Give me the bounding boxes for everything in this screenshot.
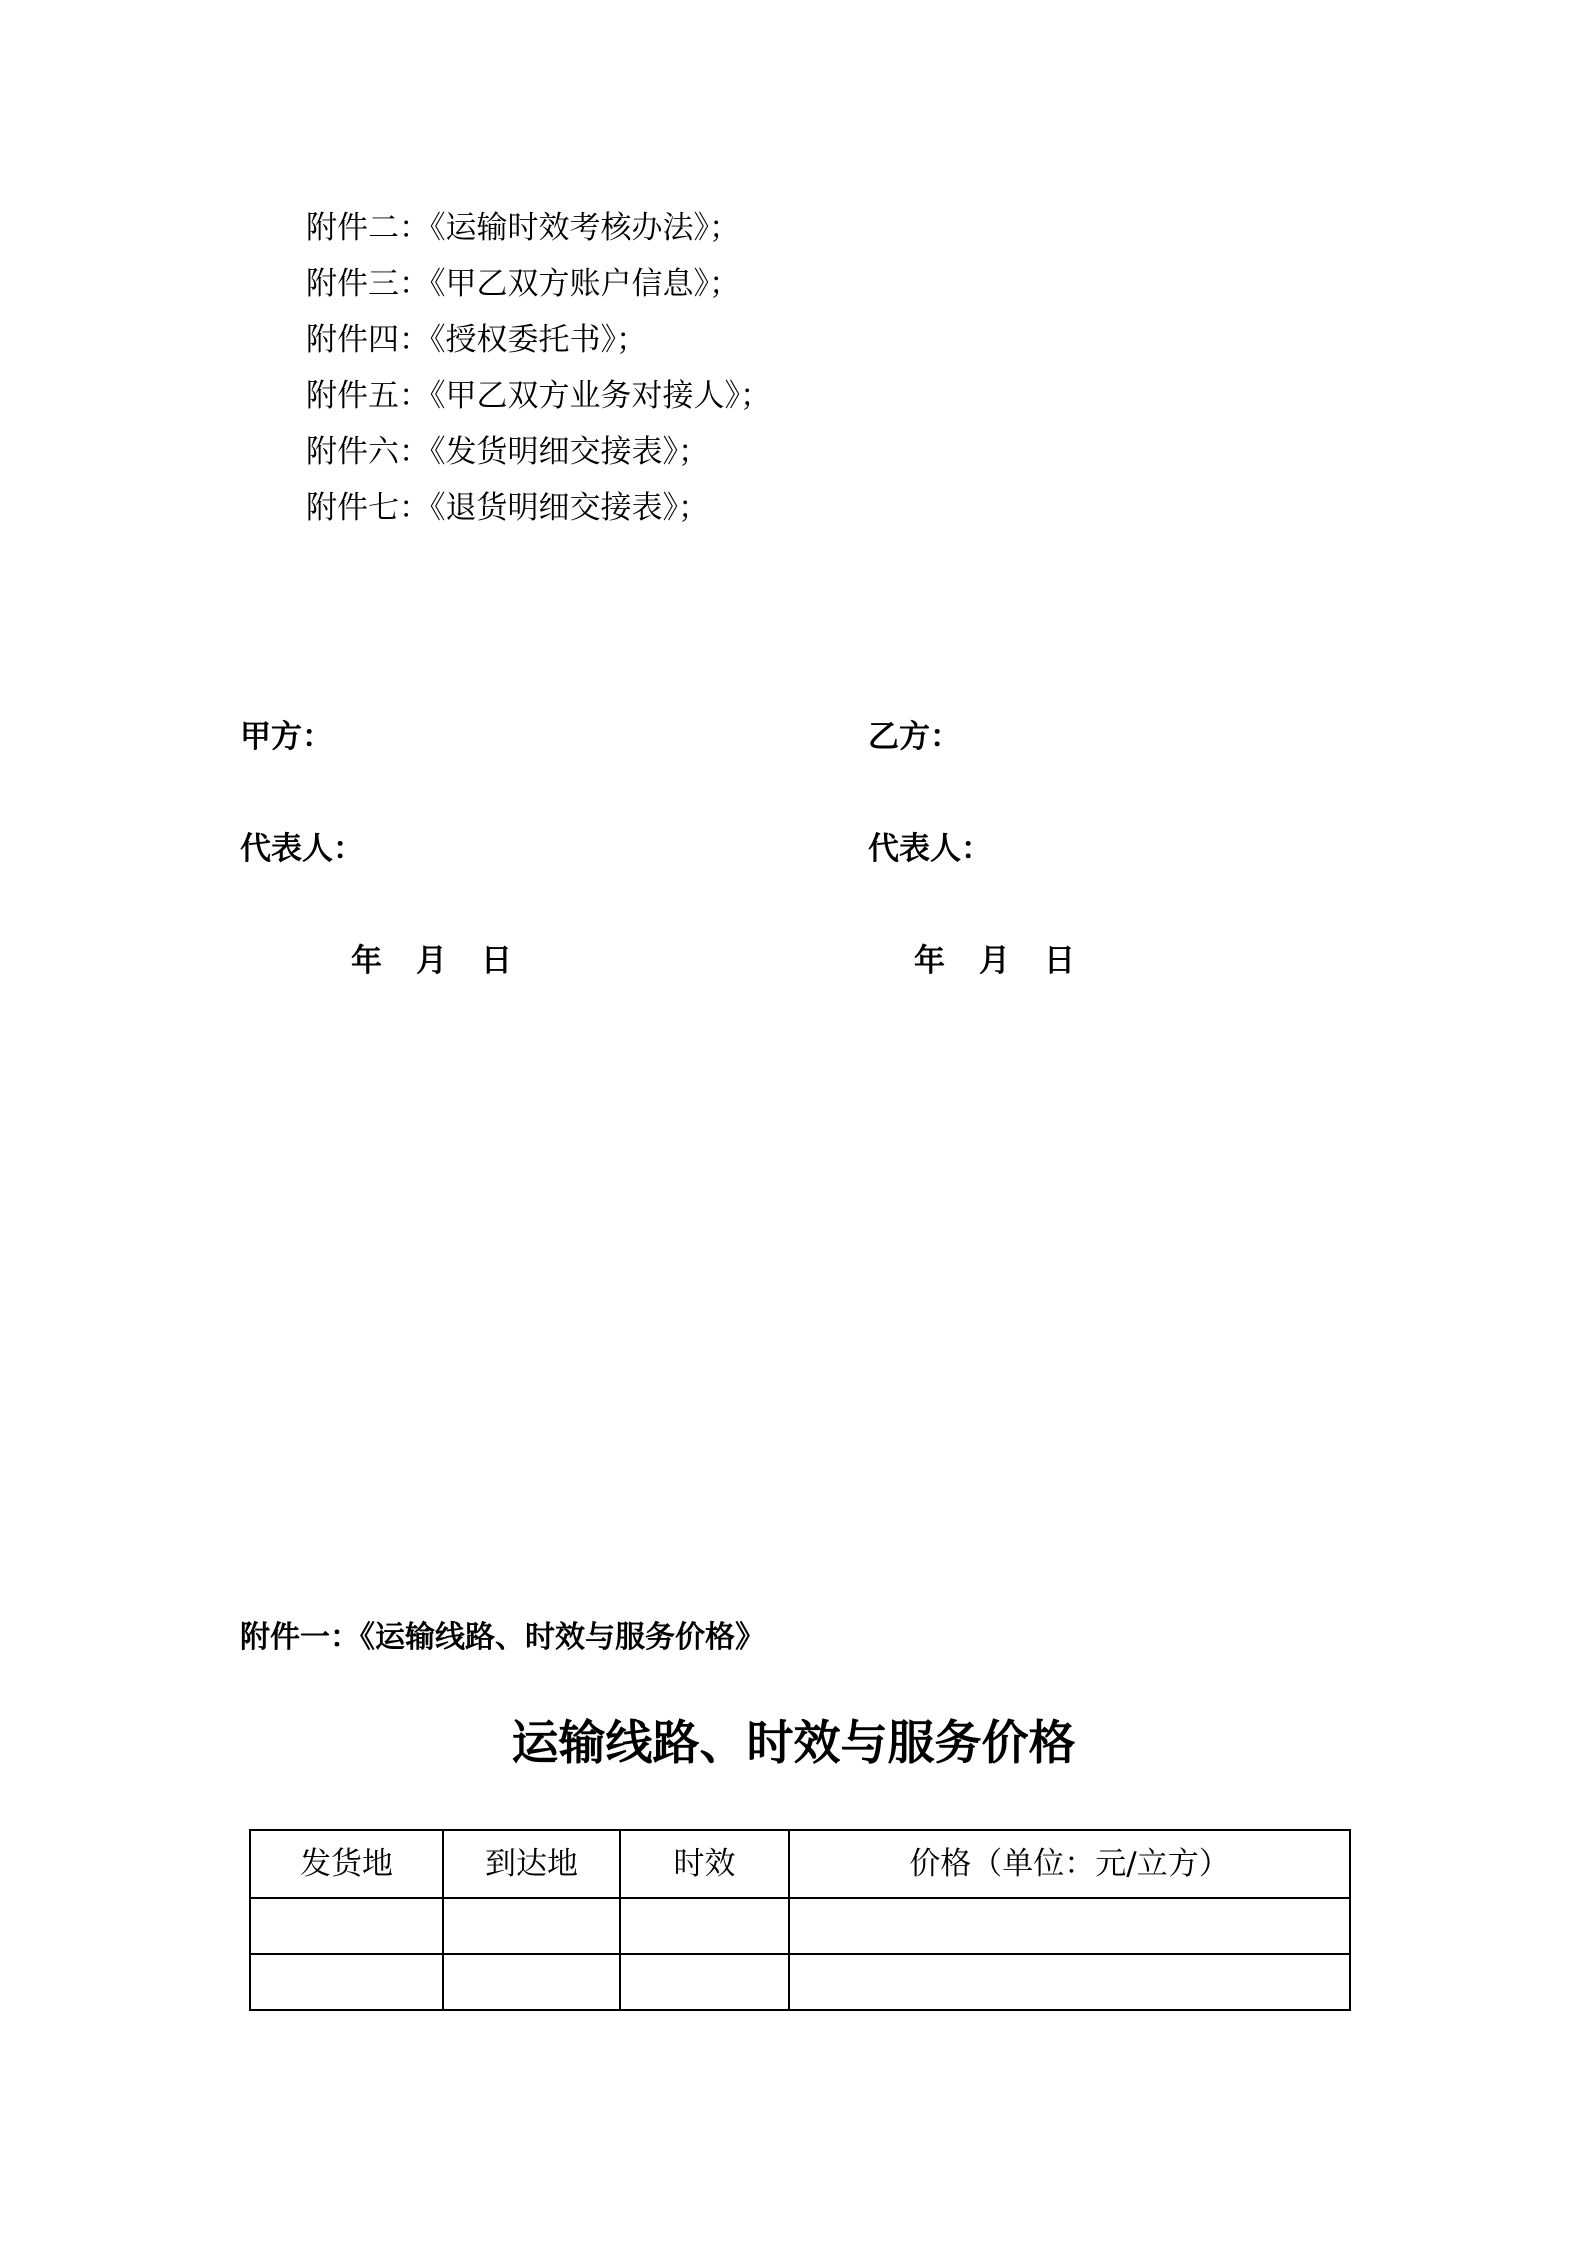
table-cell [620, 1898, 789, 1954]
header-origin: 发货地 [250, 1830, 443, 1898]
table-cell [620, 1954, 789, 2010]
table-row [250, 1898, 1350, 1954]
party-a-label: 甲方： [240, 719, 333, 755]
attachment-item: 附件三：《甲乙双方账户信息》； [306, 266, 740, 302]
attachment-item: 附件四：《授权委托书》； [306, 322, 647, 358]
date-line-party-b [914, 941, 1075, 981]
date-day: 日 [1044, 943, 1075, 979]
table-cell [250, 1898, 443, 1954]
party-b-label: 乙方： [868, 719, 961, 755]
header-destination: 到达地 [443, 1830, 620, 1898]
table-row [250, 1954, 1350, 2010]
table-cell [789, 1898, 1350, 1954]
representative-b-label: 代表人： [868, 831, 992, 867]
table-header-row [250, 1830, 1350, 1898]
table-cell [443, 1954, 620, 2010]
attachment-list [306, 200, 771, 536]
table-title: 运输线路、时效与服务价格 [511, 1716, 1076, 1771]
price-table [249, 1829, 1351, 2011]
date-year: 年 [351, 943, 382, 979]
date-day: 日 [481, 943, 512, 979]
table-cell [789, 1954, 1350, 2010]
representative-a-label: 代表人： [240, 831, 364, 867]
date-line-party-a [351, 941, 512, 981]
table-cell [250, 1954, 443, 2010]
header-transit-time: 时效 [620, 1830, 789, 1898]
date-month: 月 [416, 943, 447, 979]
appendix-heading: 附件一：《运输线路、时效与服务价格》 [240, 1620, 765, 1655]
attachment-item: 附件五：《甲乙双方业务对接人》； [306, 378, 771, 414]
table-cell [443, 1898, 620, 1954]
date-year: 年 [914, 943, 945, 979]
header-price: 价格（单位：元/立方） [789, 1830, 1350, 1898]
attachment-item: 附件二：《运输时效考核办法》； [306, 210, 740, 246]
date-month: 月 [979, 943, 1010, 979]
attachment-item: 附件六：《发货明细交接表》； [306, 434, 709, 470]
attachment-item: 附件七：《退货明细交接表》； [306, 490, 709, 526]
